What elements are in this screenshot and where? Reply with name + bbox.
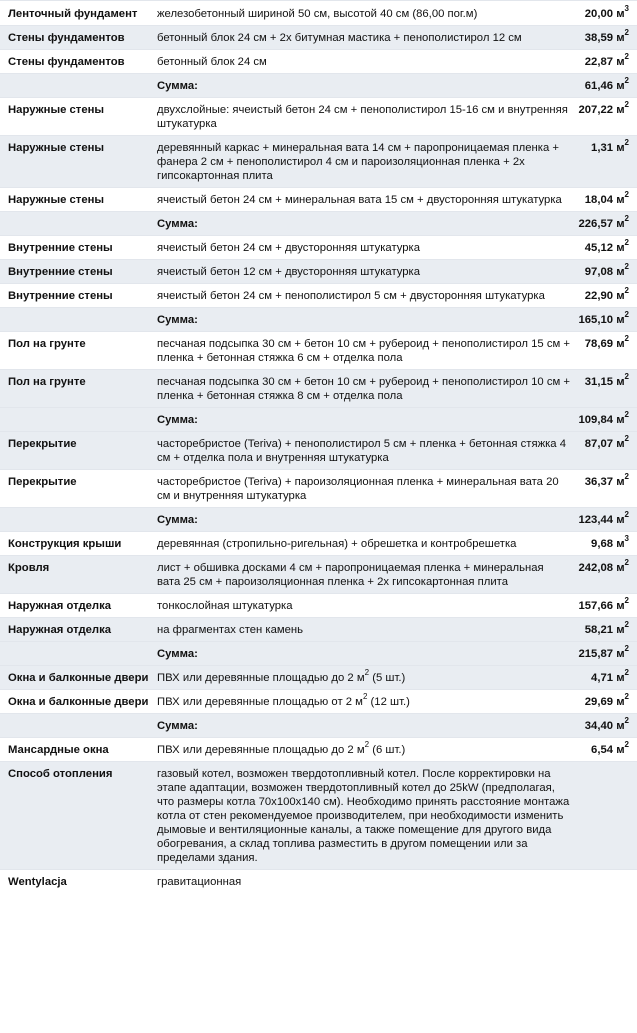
value-number: 38,59: [584, 32, 614, 44]
value-unit: м: [616, 744, 625, 756]
value-number: 157,66: [578, 600, 614, 612]
description-text: ПВХ или деревянные площадью до 2 м: [157, 672, 365, 684]
description-cell: [152, 188, 574, 212]
description-cell: [152, 308, 574, 332]
element-name: Пол на грунте: [8, 376, 86, 388]
value-unit: м: [616, 242, 625, 254]
value-cell: [574, 284, 637, 308]
value-number: 87,07: [584, 438, 614, 450]
value-number: 242,08: [578, 562, 614, 574]
value-unit-exponent: 2: [624, 76, 629, 86]
element-name-cell: [0, 260, 152, 284]
element-name-cell: [0, 26, 152, 50]
element-name-cell: [0, 508, 152, 532]
element-name-cell: [0, 74, 152, 98]
value-unit: м: [616, 562, 625, 574]
table-row: [0, 136, 637, 188]
element-name: Конструкция крыши: [8, 538, 122, 550]
value-unit-exponent: 2: [624, 434, 629, 444]
value-number: 9,68: [591, 538, 614, 550]
element-name: Внутренние стены: [8, 242, 113, 254]
value-unit: м: [616, 194, 625, 206]
value-unit-exponent: 2: [624, 310, 629, 320]
table-row: [0, 666, 637, 690]
value-unit-exponent: 3: [624, 534, 629, 544]
value-unit-exponent: 2: [624, 372, 629, 382]
value-number: 123,44: [578, 514, 614, 526]
value-unit-exponent: 2: [624, 238, 629, 248]
value-unit: м: [616, 56, 625, 68]
value-cell: [574, 136, 637, 188]
element-name: Окна и балконные двери: [8, 672, 149, 684]
element-name: Ленточный фундамент: [8, 8, 138, 20]
table-row: [0, 432, 637, 470]
table-row: [0, 332, 637, 370]
element-name-cell: [0, 870, 152, 894]
value-unit-exponent: 2: [624, 190, 629, 200]
value-cell: [574, 26, 637, 50]
value-unit-exponent: 3: [624, 4, 629, 14]
value-number: 6,54: [591, 744, 614, 756]
description-text: часторебристое (Teriva) + пароизоляционная пленка + минеральная вата 20 см и внутренняя штукатурка: [157, 476, 559, 502]
value-number: 36,37: [584, 476, 614, 488]
element-name-cell: [0, 666, 152, 690]
description-text: Сумма:: [157, 514, 198, 526]
table-row: [0, 26, 637, 50]
value-number: 61,46: [584, 80, 614, 92]
element-name: Способ отопления: [8, 768, 113, 780]
value-unit-exponent: 2: [624, 596, 629, 606]
element-name-cell: [0, 50, 152, 74]
value-cell: [574, 690, 637, 714]
value-unit: м: [616, 80, 625, 92]
table-row: [0, 50, 637, 74]
element-name: Внутренние стены: [8, 266, 113, 278]
element-name-cell: [0, 556, 152, 594]
element-name-cell: [0, 432, 152, 470]
value-unit-exponent: 2: [624, 510, 629, 520]
description-text: Сумма:: [157, 80, 198, 92]
description-text: песчаная подсыпка 30 см + бетон 10 см + рубероид + пенополистирол 10 см + пленка + бетонная стяжка 8 см + отделка пола: [157, 376, 570, 402]
value-number: 215,87: [578, 648, 614, 660]
value-cell: [574, 332, 637, 370]
value-cell: [574, 470, 637, 508]
sum-row: [0, 642, 637, 666]
value-cell: [574, 1, 637, 26]
value-cell: [574, 556, 637, 594]
value-unit: м: [616, 290, 625, 302]
sum-row: [0, 408, 637, 432]
description-text: лист + обшивка досками 4 см + паропроницаемая пленка + минеральная вата 25 см + пароизоляционная пленка + 2х гипсокартонная плита: [157, 562, 544, 588]
description-text: газовый котел, возможен твердотопливный котел. После корректировки на этапе адаптации, возможен твердотопливный котел до 25kW (предполагая, что размеры котла 70x100x140 см). Необходимо принять расстояние монтажа котла от стен рекомендуемое производителем, при необходимости изменить дымовые и вентиляционные каналы, а также помещение для другого вида обогревания, а склад топлива разместить в другом помещении или за пределами здания.: [157, 768, 570, 864]
value-unit: м: [616, 142, 625, 154]
description-cell: [152, 666, 574, 690]
description-exponent: 2: [362, 692, 368, 702]
value-unit: м: [616, 720, 625, 732]
value-cell: [574, 666, 637, 690]
description-cell: [152, 738, 574, 762]
element-name: Мансардные окна: [8, 744, 109, 756]
value-cell: [574, 98, 637, 136]
description-cell: [152, 50, 574, 74]
description-suffix: (12 шт.): [367, 696, 410, 708]
description-cell: [152, 136, 574, 188]
element-name-cell: [0, 738, 152, 762]
table-row: [0, 532, 637, 556]
value-cell: [574, 642, 637, 666]
table-row: [0, 188, 637, 212]
value-cell: [574, 212, 637, 236]
value-cell: [574, 714, 637, 738]
description-cell: [152, 332, 574, 370]
table-row: [0, 690, 637, 714]
description-cell: [152, 870, 574, 894]
description-text: Сумма:: [157, 414, 198, 426]
element-name: Wentylacja: [8, 876, 67, 888]
element-name: Наружные стены: [8, 142, 105, 154]
description-exponent: 2: [364, 740, 370, 750]
value-unit: м: [616, 376, 625, 388]
element-name-cell: [0, 594, 152, 618]
element-name-cell: [0, 642, 152, 666]
element-name: Наружные стены: [8, 194, 105, 206]
value-cell: [574, 870, 637, 894]
description-text: Сумма:: [157, 314, 198, 326]
value-cell: [574, 260, 637, 284]
value-cell: [574, 370, 637, 408]
value-number: 109,84: [578, 414, 614, 426]
table-row: [0, 370, 637, 408]
value-cell: [574, 594, 637, 618]
table-row: [0, 260, 637, 284]
value-number: 31,15: [584, 376, 614, 388]
table-row: [0, 738, 637, 762]
description-cell: [152, 212, 574, 236]
value-unit: м: [616, 314, 625, 326]
element-name-cell: [0, 284, 152, 308]
value-number: 165,10: [578, 314, 614, 326]
description-cell: [152, 408, 574, 432]
element-name-cell: [0, 762, 152, 870]
element-name-cell: [0, 1, 152, 26]
element-name-cell: [0, 236, 152, 260]
value-cell: [574, 74, 637, 98]
value-unit-exponent: 2: [624, 692, 629, 702]
description-text: песчаная подсыпка 30 см + бетон 10 см + рубероид + пенополистирол 15 см + пленка + бетонная стяжка 6 см + отделка пола: [157, 338, 570, 364]
value-unit: м: [616, 538, 625, 550]
value-unit: м: [616, 8, 625, 20]
element-name-cell: [0, 690, 152, 714]
description-cell: [152, 762, 574, 870]
element-name: Перекрытие: [8, 438, 77, 450]
description-cell: [152, 690, 574, 714]
description-cell: [152, 432, 574, 470]
value-cell: [574, 432, 637, 470]
value-cell: [574, 236, 637, 260]
value-unit-exponent: 2: [624, 52, 629, 62]
element-name: Внутренние стены: [8, 290, 113, 302]
description-text: двухслойные: ячеистый бетон 24 см + пенополистирол 15-16 см и внутренняя штукатурка: [157, 104, 568, 130]
value-number: 207,22: [578, 104, 614, 116]
description-cell: [152, 532, 574, 556]
description-suffix: (5 шт.): [369, 672, 406, 684]
sum-row: [0, 714, 637, 738]
element-name-cell: [0, 308, 152, 332]
description-text: бетонный блок 24 см: [157, 56, 267, 68]
value-unit: м: [616, 104, 625, 116]
value-unit-exponent: 2: [624, 620, 629, 630]
value-unit-exponent: 2: [624, 410, 629, 420]
value-cell: [574, 308, 637, 332]
value-number: 58,21: [584, 624, 614, 636]
sum-row: [0, 508, 637, 532]
value-unit-exponent: 2: [624, 100, 629, 110]
value-unit-exponent: 2: [624, 558, 629, 568]
value-number: 18,04: [584, 194, 614, 206]
value-unit: м: [616, 514, 625, 526]
description-text: ячеистый бетон 12 см + двусторонняя штукатурка: [157, 266, 421, 278]
description-suffix: (6 шт.): [369, 744, 406, 756]
element-name-cell: [0, 98, 152, 136]
value-unit-exponent: 2: [624, 740, 629, 750]
table-row: [0, 470, 637, 508]
element-name: Наружная отделка: [8, 624, 112, 636]
description-cell: [152, 260, 574, 284]
description-text: деревянный каркас + минеральная вата 14 см + паропроницаемая пленка + фанера 2 см + пенополистирол 4 см и пароизоляционная пленка + 2х гипсокартонная плита: [157, 142, 559, 182]
description-text: деревянная (стропильно-ригельная) + обрешетка и контробрешетка: [157, 538, 517, 550]
description-cell: [152, 556, 574, 594]
value-unit: м: [616, 414, 625, 426]
element-name: Наружная отделка: [8, 600, 112, 612]
element-name-cell: [0, 532, 152, 556]
value-number: 226,57: [578, 218, 614, 230]
value-unit: м: [616, 266, 625, 278]
description-exponent: 2: [364, 668, 370, 678]
value-number: 29,69: [584, 696, 614, 708]
value-number: 22,90: [584, 290, 614, 302]
table-row: [0, 618, 637, 642]
description-cell: [152, 370, 574, 408]
value-cell: [574, 408, 637, 432]
value-number: 4,71: [591, 672, 614, 684]
sum-row: [0, 212, 637, 236]
value-unit: м: [616, 476, 625, 488]
description-cell: [152, 642, 574, 666]
value-cell: [574, 188, 637, 212]
element-name: Окна и балконные двери: [8, 696, 149, 708]
value-number: 20,00: [584, 8, 614, 20]
value-unit-exponent: 2: [624, 214, 629, 224]
description-text: ячеистый бетон 24 см + минеральная вата 15 см + двусторонняя штукатурка: [157, 194, 562, 206]
element-name-cell: [0, 714, 152, 738]
table-row: [0, 594, 637, 618]
description-text: ячеистый бетон 24 см + двусторонняя штукатурка: [157, 242, 421, 254]
description-cell: [152, 284, 574, 308]
description-cell: [152, 470, 574, 508]
value-number: 97,08: [584, 266, 614, 278]
table-row: [0, 870, 637, 894]
sum-row: [0, 308, 637, 332]
element-name-cell: [0, 188, 152, 212]
value-unit-exponent: 2: [624, 668, 629, 678]
element-name: Пол на грунте: [8, 338, 86, 350]
description-cell: [152, 618, 574, 642]
description-text: ПВХ или деревянные площадью от 2 м: [157, 696, 363, 708]
value-number: 22,87: [584, 56, 614, 68]
table-row: [0, 284, 637, 308]
element-name: Стены фундаментов: [8, 32, 125, 44]
description-text: бетонный блок 24 см + 2х битумная мастика + пенополистирол 12 см: [157, 32, 522, 44]
element-name: Стены фундаментов: [8, 56, 125, 68]
value-unit: м: [616, 218, 625, 230]
value-unit-exponent: 2: [624, 138, 629, 148]
value-number: 1,31: [591, 142, 614, 154]
description-cell: [152, 26, 574, 50]
table-row: [0, 236, 637, 260]
description-text: ПВХ или деревянные площадью до 2 м: [157, 744, 365, 756]
element-name: Перекрытие: [8, 476, 77, 488]
element-name-cell: [0, 618, 152, 642]
description-text: гравитационная: [157, 876, 242, 888]
description-text: Сумма:: [157, 648, 198, 660]
description-text: тонкослойная штукатурка: [157, 600, 293, 612]
value-unit: м: [616, 338, 625, 350]
value-cell: [574, 738, 637, 762]
element-name-cell: [0, 408, 152, 432]
value-unit-exponent: 2: [624, 716, 629, 726]
description-text: Сумма:: [157, 218, 198, 230]
value-number: 34,40: [584, 720, 614, 732]
description-cell: [152, 594, 574, 618]
description-text: железобетонный шириной 50 см, высотой 40 см (86,00 пог.м): [157, 8, 478, 20]
element-name: Наружные стены: [8, 104, 105, 116]
value-unit-exponent: 2: [624, 286, 629, 296]
specification-table-body: [0, 1, 637, 894]
element-name: Кровля: [8, 562, 50, 574]
value-unit: м: [616, 624, 625, 636]
value-number: 45,12: [584, 242, 614, 254]
value-unit-exponent: 2: [624, 472, 629, 482]
description-text: на фрагментах стен камень: [157, 624, 304, 636]
value-unit: м: [616, 696, 625, 708]
description-text: Сумма:: [157, 720, 198, 732]
table-row: [0, 762, 637, 870]
element-name-cell: [0, 470, 152, 508]
description-text: ячеистый бетон 24 см + пенополистирол 5 см + двусторонняя штукатурка: [157, 290, 545, 302]
value-unit-exponent: 2: [624, 644, 629, 654]
description-cell: [152, 74, 574, 98]
value-cell: [574, 532, 637, 556]
description-cell: [152, 508, 574, 532]
value-unit-exponent: 2: [624, 28, 629, 38]
element-name-cell: [0, 136, 152, 188]
description-cell: [152, 236, 574, 260]
value-cell: [574, 762, 637, 870]
description-cell: [152, 98, 574, 136]
element-name-cell: [0, 212, 152, 236]
description-cell: [152, 714, 574, 738]
value-number: 78,69: [584, 338, 614, 350]
value-unit-exponent: 2: [624, 262, 629, 272]
value-unit: м: [616, 672, 625, 684]
value-unit: м: [616, 32, 625, 44]
value-cell: [574, 618, 637, 642]
description-text: часторебристое (Teriva) + пенополистирол 5 см + пленка + бетонная стяжка 4 см + отделка пола и внутренняя штукатурка: [157, 438, 567, 464]
table-row: [0, 1, 637, 26]
value-unit: м: [616, 600, 625, 612]
table-row: [0, 98, 637, 136]
value-unit: м: [616, 438, 625, 450]
value-cell: [574, 50, 637, 74]
description-cell: [152, 1, 574, 26]
value-unit: м: [616, 648, 625, 660]
sum-row: [0, 74, 637, 98]
value-cell: [574, 508, 637, 532]
element-name-cell: [0, 370, 152, 408]
element-name-cell: [0, 332, 152, 370]
table-row: [0, 556, 637, 594]
value-unit-exponent: 2: [624, 334, 629, 344]
